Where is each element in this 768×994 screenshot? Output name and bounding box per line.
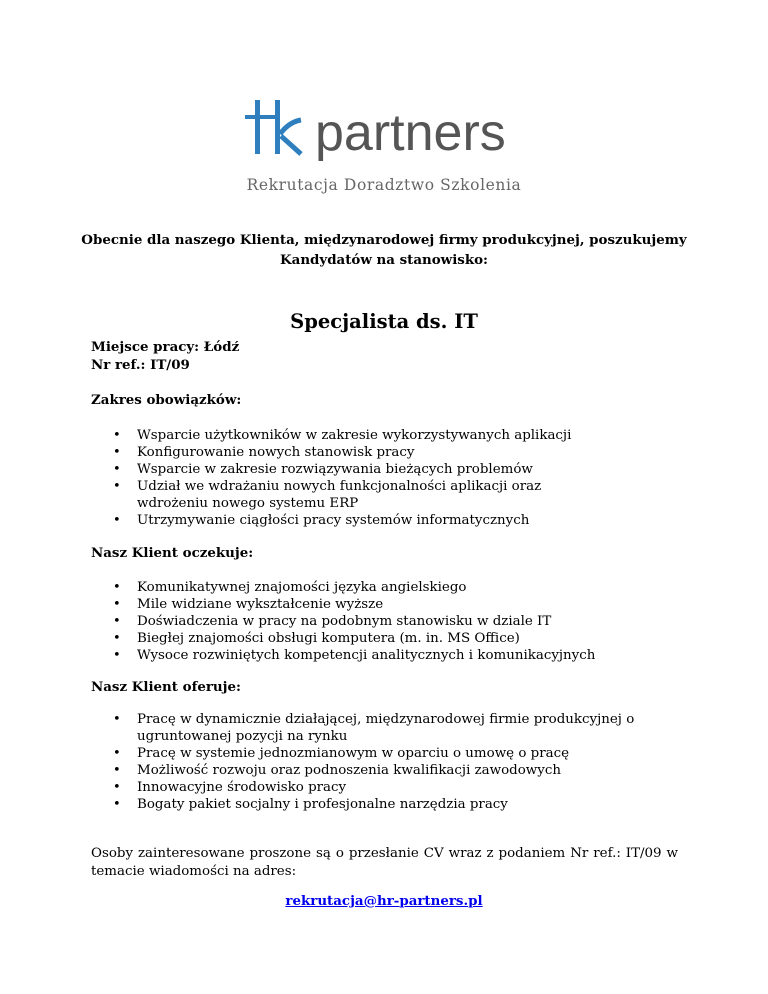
- list-item: • Bogaty pakiet socjalny i profesjonalne narzędzia pracy: [91, 796, 651, 813]
- list-item: • Utrzymywanie ciągłości pracy systemów informatycznych: [91, 512, 651, 529]
- offers-heading: Nasz Klient oferuje:: [91, 679, 241, 695]
- list-item: • Komunikatywnej znajomości języka angielskiego: [91, 579, 651, 596]
- hr-partners-logo: [245, 100, 525, 172]
- list-item: • Innowacyjne środowisko pracy: [91, 779, 651, 796]
- expects-list: [91, 579, 651, 664]
- offers-list: [91, 711, 651, 813]
- list-item: • Wsparcie w zakresie rozwiązywania bieżących problemów: [91, 461, 651, 478]
- list-item: • Wsparcie użytkowników w zakresie wykorzystywanych aplikacji: [91, 427, 651, 444]
- list-item: • Pracę w systemie jednozmianowym w oparciu o umowę o pracę: [91, 745, 651, 762]
- list-item: • Mile widziane wykształcenie wyższe: [91, 596, 651, 613]
- closing-text: Osoby zainteresowane proszone są o przesłanie CV wraz z podaniem Nr ref.: IT/09 w temacie wiadomości na adres:: [91, 846, 678, 879]
- list-item: • Możliwość rozwoju oraz podnoszenia kwalifikacji zawodowych: [91, 762, 651, 779]
- duties-list: [91, 427, 651, 529]
- list-item: • Konfigurowanie nowych stanowisk pracy: [91, 444, 651, 461]
- job-location: Miejsce pracy: Łódź: [91, 339, 240, 355]
- list-item: • Biegłej znajomości obsługi komputera (m. in. MS Office): [91, 630, 651, 647]
- list-item: • Pracę w dynamicznie działającej, międzynarodowej firmie produkcyjnej o ugruntowanej pozycji na rynku: [91, 711, 667, 745]
- duties-heading: Zakres obowiązków:: [91, 392, 242, 408]
- list-item: • Udział we wdrażaniu nowych funkcjonalności aplikacji oraz wdrożeniu nowego systemu ERP: [91, 478, 607, 512]
- list-item: • Wysoce rozwiniętych kompetencji analitycznych i komunikacyjnych: [91, 647, 651, 664]
- intro-text: [60, 230, 708, 270]
- job-reference: Nr ref.: IT/09: [91, 357, 190, 373]
- intro-line-1: Obecnie dla naszego Klienta, międzynarodowej firmy produkcyjnej, poszukujemy: [81, 232, 687, 248]
- intro-line-2: Kandydatów na stanowisko:: [280, 252, 488, 268]
- job-meta: [91, 338, 239, 374]
- logo-wordmark: partners: [315, 104, 506, 162]
- list-item: • Doświadczenia w pracy na podobnym stanowisku w dziale IT: [91, 613, 651, 630]
- job-title: Specjalista ds. IT: [290, 310, 478, 333]
- expects-heading: Nasz Klient oczekuje:: [91, 545, 254, 561]
- email-link[interactable]: rekrutacja@hr-partners.pl: [285, 893, 483, 909]
- tagline: Rekrutacja Doradztwo Szkolenia: [246, 176, 522, 194]
